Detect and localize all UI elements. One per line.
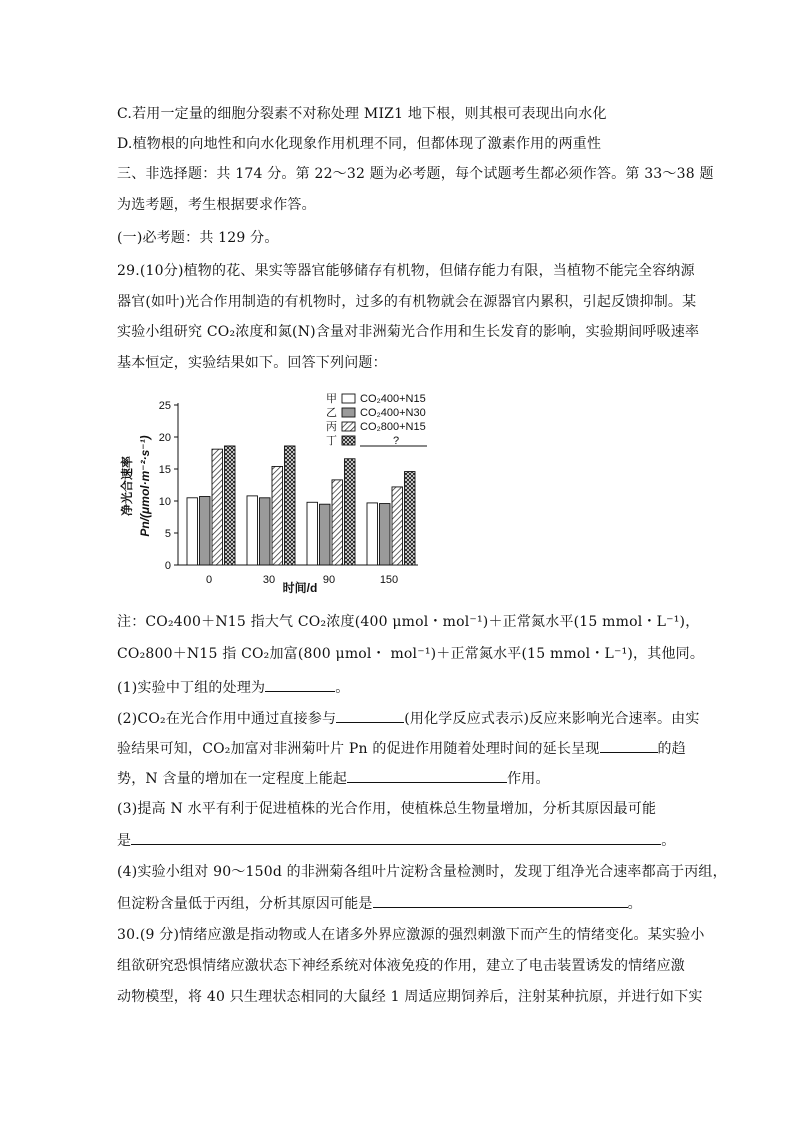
bar-甲-150 bbox=[367, 503, 378, 565]
bar-乙-0 bbox=[200, 497, 211, 565]
bar-丙-150 bbox=[392, 487, 403, 565]
y-tick-label: 0 bbox=[164, 560, 171, 572]
legend-group: 甲 bbox=[326, 393, 337, 405]
legend-label: CO₂400+N30 bbox=[360, 407, 426, 419]
q30-stem-3: 动物模型，将 40 只生理状态相同的大鼠经 1 周适应期饲养后，注射某种抗原，并进行如下实 bbox=[117, 989, 703, 1005]
bar-丙-30 bbox=[272, 466, 283, 565]
bar-丁-90 bbox=[345, 459, 356, 565]
x-tick-label: 30 bbox=[262, 574, 276, 586]
legend-swatch bbox=[342, 408, 355, 417]
x-tick-label: 0 bbox=[205, 574, 213, 586]
bar-乙-150 bbox=[380, 504, 391, 565]
legend-label: CO₂800+N15 bbox=[360, 421, 426, 433]
y-tick-label: 15 bbox=[158, 464, 171, 476]
bar-乙-90 bbox=[320, 504, 331, 565]
y-axis-label-1: 净光合速率 bbox=[120, 455, 134, 517]
q29-stem-2: 器官(如叶)光合作用制造的有机物时，过多的有机物就会在源器官内累积，引起反馈抑制。某 bbox=[117, 294, 697, 310]
y-axis-label-2: Pn/(μmol·m⁻²·s⁻¹) bbox=[138, 435, 152, 537]
q30-stem-1: 30.(9 分)情绪应激是指动物或人在诸多外界应激源的强烈刺激下而产生的情绪变化。某实验小 bbox=[117, 927, 705, 943]
bar-乙-30 bbox=[260, 498, 271, 565]
legend-group: 乙 bbox=[326, 407, 337, 419]
x-tick-label: 90 bbox=[322, 574, 336, 586]
bar-甲-0 bbox=[187, 498, 198, 565]
q29-stem-1: 29.(10分)植物的花、果实等器官能够储存有机物，但储存能力有限，当植物不能完全容纳源 bbox=[117, 263, 695, 279]
q29-stem-4: 基本恒定，实验结果如下。回答下列问题： bbox=[117, 355, 387, 371]
required-section: (一)必考题：共 129 分。 bbox=[117, 230, 279, 246]
y-tick-label: 5 bbox=[164, 528, 171, 540]
legend-group: 丙 bbox=[326, 421, 337, 433]
x-axis-label: 时间/d bbox=[282, 581, 318, 595]
bar-甲-30 bbox=[247, 496, 258, 565]
q29-sub4-line2: 但淀粉含量低于丙组，分析其原因可能是 。 bbox=[117, 893, 642, 914]
bar-丙-0 bbox=[212, 449, 223, 565]
q29-sub3-line1: (3)提高 N 水平有利于促进植株的光合作用，使植株总生物量增加，分析其原因最可能 bbox=[117, 801, 657, 817]
option-d: D.植物根的向地性和向水化现象作用机理不同，但都体现了激素作用的两重性 bbox=[117, 136, 602, 152]
option-c: C.若用一定量的细胞分裂素不对称处理 MIZ1 地下根，则其根可表现出向水化 bbox=[117, 106, 607, 122]
legend-label: CO₂400+N15 bbox=[360, 393, 426, 405]
q29-stem-3: 实验小组研究 CO₂浓度和氮(N)含量对非洲菊光合作用和生长发育的影响，实验期间呼吸速率 bbox=[117, 324, 700, 340]
section-heading: 三、非选择题：共 174 分。第 22～32 题为必考题，每个试题考生都必须作答。第 33～38 题 bbox=[117, 166, 714, 182]
legend-label: ? bbox=[392, 435, 400, 447]
legend-swatch bbox=[342, 436, 355, 445]
x-tick-label: 150 bbox=[379, 574, 399, 586]
q30-stem-2: 组欲研究恐惧情绪应激状态下神经系统对体液免疫的作用，建立了电击装置诱发的情绪应激 bbox=[117, 958, 685, 974]
bar-丁-150 bbox=[405, 472, 416, 565]
q29-sub2-line2: 验结果可知，CO₂加富对非洲菊叶片 Pn 的促进作用随着处理时间的延长呈现 的趋 bbox=[117, 738, 686, 759]
bar-丁-0 bbox=[225, 446, 236, 565]
section-heading-cont: 为选考题，考生根据要求作答。 bbox=[117, 197, 316, 213]
bar-甲-90 bbox=[307, 502, 318, 565]
legend-swatch bbox=[342, 422, 355, 431]
chart-plot-layer bbox=[119, 392, 427, 595]
q29-sub2-line1: (2)CO₂在光合作用中通过直接参与 (用化学反应式表示)反应来影响光合速率。由实 bbox=[117, 708, 700, 729]
y-tick-label: 25 bbox=[158, 400, 171, 412]
bar-丁-30 bbox=[285, 446, 296, 565]
q29-sub3-line2: 是 。 bbox=[117, 830, 675, 851]
bar-丙-90 bbox=[332, 480, 343, 565]
q29-sub2-line3: 势，N 含量的增加在一定程度上能起 作用。 bbox=[117, 768, 550, 789]
y-tick-label: 10 bbox=[158, 496, 171, 508]
q29-sub4-line1: (4)实验小组对 90～150d 的非洲菊各组叶片淀粉含量检测时，发现丁组净光合速率都高于丙组， bbox=[117, 864, 727, 880]
q29-sub1: (1)实验中丁组的处理为 。 bbox=[117, 677, 349, 698]
legend-swatch bbox=[342, 394, 355, 403]
y-tick-label: 20 bbox=[158, 432, 171, 444]
legend-group: 丁 bbox=[326, 435, 337, 447]
chart-note-2: CO₂800＋N15 指 CO₂加富(800 μmol・ mol⁻¹)＋正常氮水平(15 mmol・L⁻¹)，其他同。 bbox=[117, 646, 705, 662]
chart-note-1: 注：CO₂400＋N15 指大气 CO₂浓度(400 μmol・mol⁻¹)＋正常氮水平(15 mmol・L⁻¹)， bbox=[117, 614, 700, 630]
